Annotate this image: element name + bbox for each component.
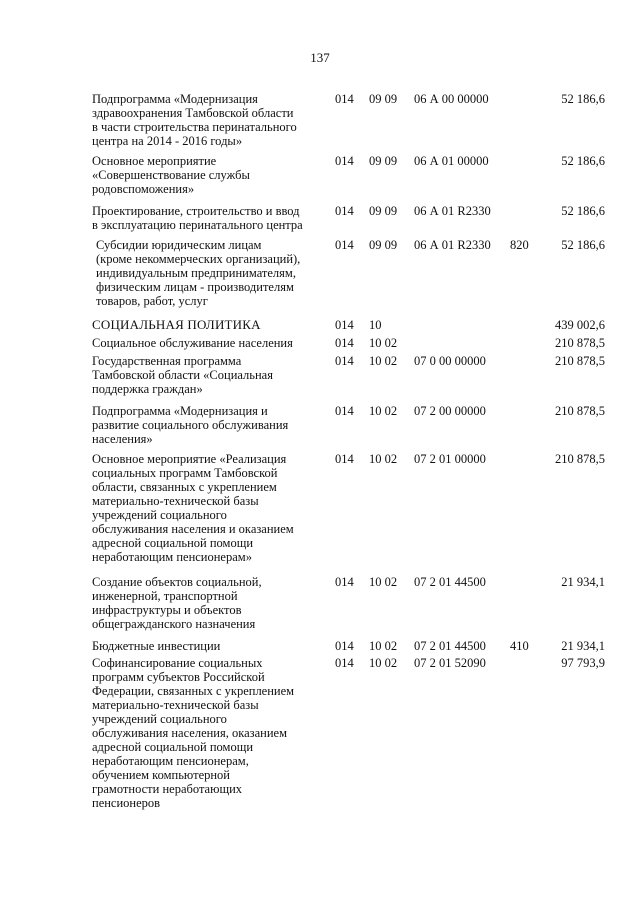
amount: 210 878,5: [555, 404, 605, 418]
amount: 52 186,6: [561, 238, 605, 252]
section-code: 10 02: [369, 639, 398, 653]
ministry-code: 014: [335, 204, 354, 218]
row-name: Подпрограмма «Модернизация и развитие социального обслуживания населения»: [92, 404, 289, 446]
amount: 21 934,1: [561, 639, 605, 653]
amount: 210 878,5: [555, 452, 605, 466]
row-name: Основное мероприятие «Реализация социальных программ Тамбовской области, связанных с укреплением материально-технической базы учреждений социального обслуживания населения и оказанием адресной социальной помощи неработающим пенсионерам»: [92, 452, 294, 564]
row-name: Субсидии юридическим лицам (кроме некоммерческих организаций), индивидуальным предпринимателям, физическим лицам - производителям товаров, работ, услуг: [96, 238, 301, 308]
amount: 210 878,5: [555, 336, 605, 350]
table-row: [0, 92, 640, 106]
table-row: [0, 575, 640, 589]
target-code: 07 2 00 00000: [414, 404, 486, 418]
target-code: 07 0 00 00000: [414, 354, 486, 368]
expense-code: 410: [510, 639, 529, 653]
section-code: 09 09: [369, 204, 398, 218]
target-code: 07 2 01 44500: [414, 575, 486, 589]
section-heading: СОЦИАЛЬНАЯ ПОЛИТИКА: [92, 317, 261, 332]
ministry-code: 014: [335, 656, 354, 670]
amount: 21 934,1: [561, 575, 605, 589]
table-row: [0, 452, 640, 466]
table-row: [0, 336, 640, 350]
table-row: [0, 354, 640, 368]
target-code: 06 А 01 R2330: [414, 204, 491, 218]
expense-code: 820: [510, 238, 529, 252]
amount: 52 186,6: [561, 92, 605, 106]
ministry-code: 014: [335, 452, 354, 466]
ministry-code: 014: [335, 404, 354, 418]
ministry-code: 014: [335, 639, 354, 653]
ministry-code: 014: [335, 238, 354, 252]
row-name: Государственная программа Тамбовской области «Социальная поддержка граждан»: [92, 354, 273, 396]
table-row: [0, 154, 640, 168]
row-name: Основное мероприятие «Совершенствование службы родовспоможения»: [92, 154, 250, 196]
section-code: 09 09: [369, 92, 398, 106]
amount: 52 186,6: [561, 154, 605, 168]
page-number: 137: [310, 50, 330, 65]
ministry-code: 014: [335, 336, 354, 350]
section-code: 10 02: [369, 656, 398, 670]
row-name: Создание объектов социальной, инженерной, транспортной инфраструктуры и объектов общегражданского назначения: [92, 575, 262, 631]
target-code: 07 2 01 00000: [414, 452, 486, 466]
row-name: Бюджетные инвестиции: [92, 639, 221, 653]
section-code: 10: [369, 318, 382, 332]
row-name: Проектирование, строительство и ввод в эксплуатацию перинатального центра: [92, 204, 303, 232]
target-code: 07 2 01 52090: [414, 656, 486, 670]
table-row: [0, 639, 640, 653]
table-row: [0, 204, 640, 218]
row-name: Софинансирование социальных программ субъектов Российской Федерации, связанных с укреплением материально-технической базы учреждений социального обслуживания населения, оказанием адресной социальной помощи неработающим пенсионерам, обучением компьютерной грамотности неработающих пенсионеров: [92, 656, 295, 810]
ministry-code: 014: [335, 92, 354, 106]
table-row: [0, 404, 640, 418]
ministry-code: 014: [335, 318, 354, 332]
row-name: Социальное обслуживание населения: [92, 336, 293, 350]
ministry-code: 014: [335, 575, 354, 589]
row-name: Подпрограмма «Модернизация здравоохранения Тамбовской области в части строительства перинатального центра на 2014 - 2016 годы»: [92, 92, 297, 148]
section-code: 09 09: [369, 154, 398, 168]
target-code: 06 А 01 R2330: [414, 238, 491, 252]
table-row: [0, 656, 640, 670]
amount: 439 002,6: [555, 318, 605, 332]
target-code: 07 2 01 44500: [414, 639, 486, 653]
target-code: 06 А 00 00000: [414, 92, 489, 106]
amount: 210 878,5: [555, 354, 605, 368]
table-row: [0, 318, 640, 332]
section-code: 10 02: [369, 452, 398, 466]
ministry-code: 014: [335, 354, 354, 368]
amount: 52 186,6: [561, 204, 605, 218]
target-code: 06 А 01 00000: [414, 154, 489, 168]
section-code: 10 02: [369, 575, 398, 589]
section-code: 10 02: [369, 404, 398, 418]
section-code: 10 02: [369, 336, 398, 350]
amount: 97 793,9: [561, 656, 605, 670]
ministry-code: 014: [335, 154, 354, 168]
table-row: [0, 238, 640, 252]
section-code: 09 09: [369, 238, 398, 252]
section-code: 10 02: [369, 354, 398, 368]
